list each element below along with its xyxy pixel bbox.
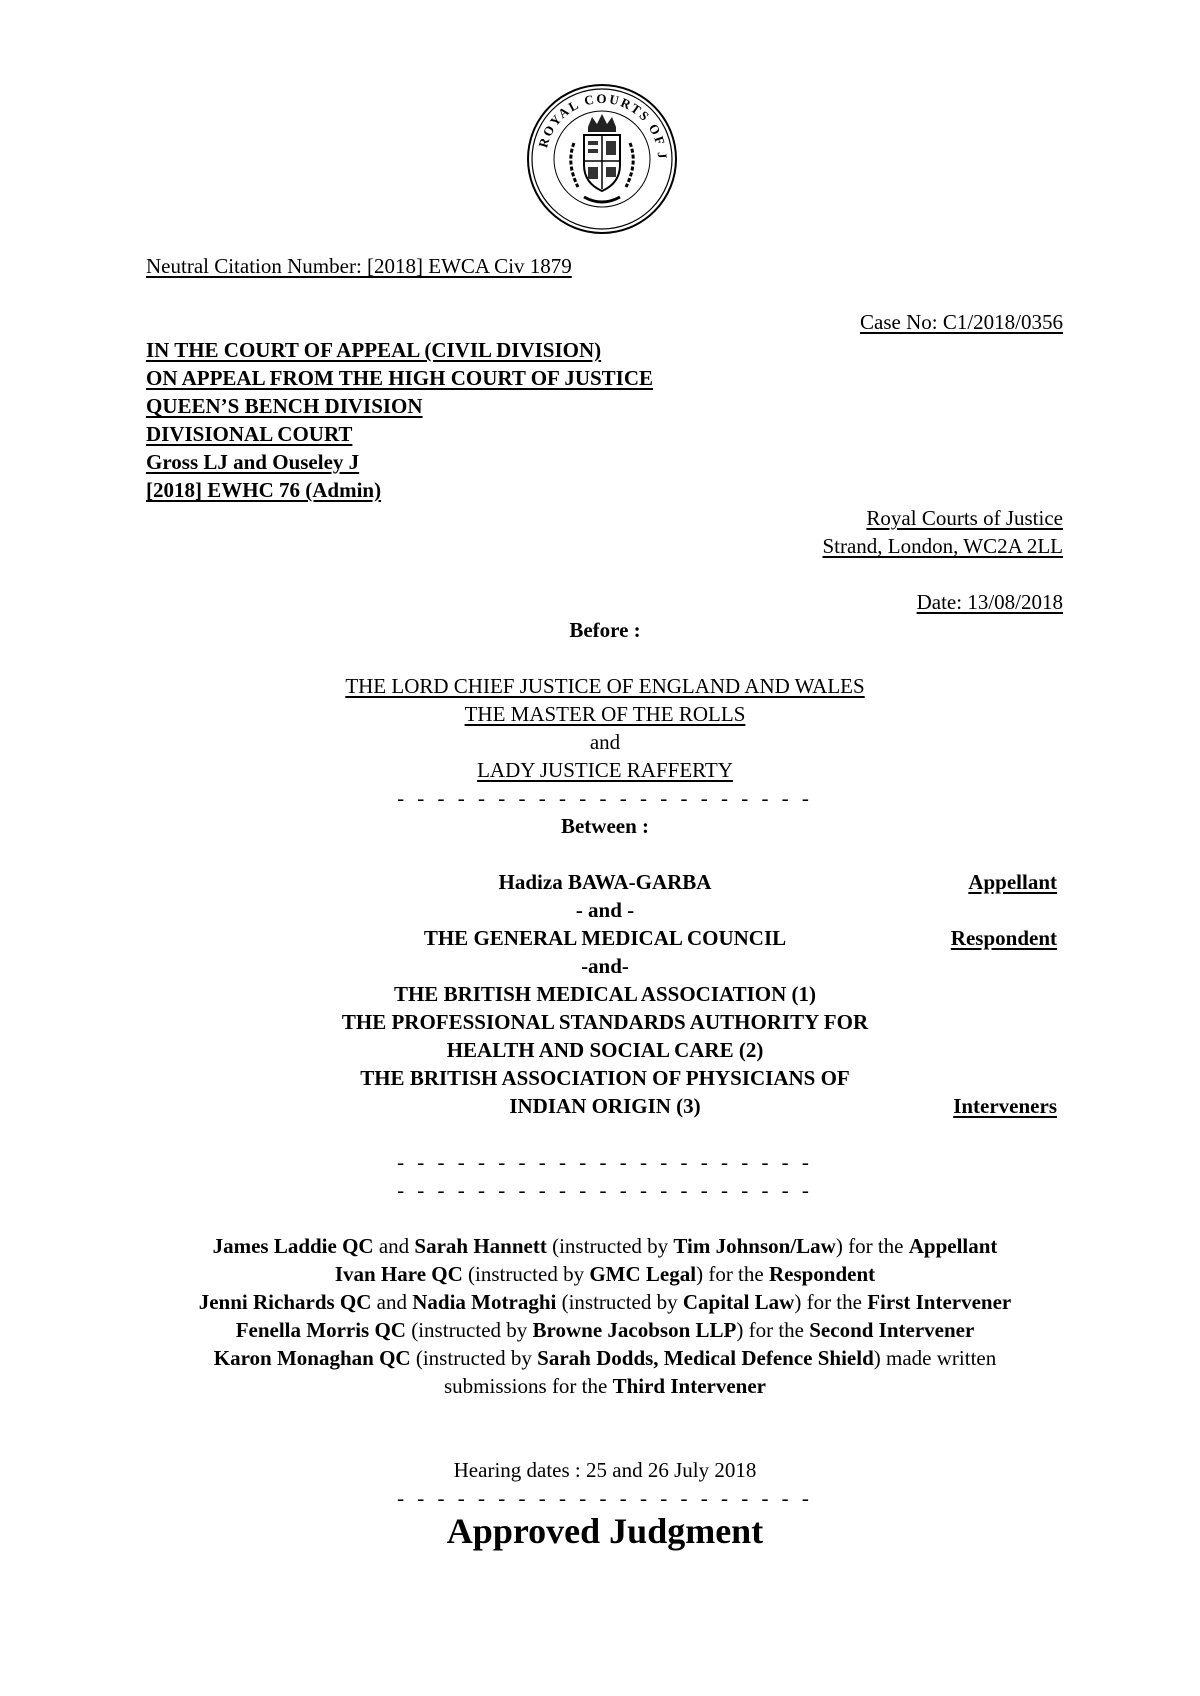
intervener-line: INDIAN ORIGIN (3) xyxy=(509,1094,701,1118)
court-line: QUEEN’S BENCH DIVISION xyxy=(146,394,423,418)
instructing-firm: Tim Johnson/Law xyxy=(673,1234,836,1258)
counsel-line xyxy=(0,1288,1200,1316)
between-label: Between : xyxy=(560,814,650,838)
counsel-line xyxy=(0,1316,1200,1344)
seal-text: ROYAL COURTS OF J xyxy=(535,90,671,161)
intervener-line: THE PROFESSIONAL STANDARDS AUTHORITY FOR xyxy=(341,1010,869,1034)
counsel-text: ) for the xyxy=(794,1290,868,1314)
counsel-name: Fenella Morris QC xyxy=(235,1318,406,1342)
party-role: Third Intervener xyxy=(612,1374,766,1398)
counsel-text: (instructed by xyxy=(410,1346,538,1370)
intervener-line: THE BRITISH ASSOCIATION OF PHYSICIANS OF xyxy=(360,1066,850,1090)
counsel-text: submissions for the xyxy=(444,1374,613,1398)
counsel-text: and xyxy=(371,1290,413,1314)
party-role: Appellant xyxy=(908,1234,998,1258)
court-block xyxy=(146,336,653,504)
separator: - - - - - - - - - - - - - - - - - - - - - xyxy=(397,1486,813,1510)
counsel-line xyxy=(0,1344,1200,1372)
separator: - - - - - - - - - - - - - - - - - - - - - xyxy=(397,1178,813,1202)
and-connector: -and- xyxy=(581,954,629,978)
intervener-role: Interveners xyxy=(953,1094,1057,1118)
court-line: ON APPEAL FROM THE HIGH COURT OF JUSTICE xyxy=(146,366,654,390)
counsel-name: James Laddie QC xyxy=(212,1234,374,1258)
appellant-name: Hadiza BAWA-GARBA xyxy=(498,870,712,894)
appellant-role: Appellant xyxy=(968,870,1057,894)
instructing-firm: Capital Law xyxy=(682,1290,795,1314)
counsel-line xyxy=(0,1372,1200,1400)
counsel-text: (instructed by xyxy=(462,1262,590,1286)
counsel-line xyxy=(0,1232,1200,1260)
counsel-text: and xyxy=(373,1234,415,1258)
judge-2: THE MASTER OF THE ROLLS xyxy=(464,702,746,726)
counsel-name: Ivan Hare QC xyxy=(334,1262,463,1286)
judge-1: THE LORD CHIEF JUSTICE OF ENGLAND AND WALES xyxy=(345,674,865,698)
court-seal xyxy=(526,83,678,235)
counsel-text: ) for the xyxy=(835,1234,909,1258)
court-location xyxy=(822,504,1063,560)
counsel-line xyxy=(0,1260,1200,1288)
court-line: DIVISIONAL COURT xyxy=(146,422,353,446)
court-line: Gross LJ and Ouseley J xyxy=(146,450,360,474)
counsel-text: ) made written xyxy=(873,1346,997,1370)
counsel-name: Karon Monaghan QC xyxy=(213,1346,411,1370)
counsel-text: (instructed by xyxy=(556,1290,683,1314)
judge-3: LADY JUSTICE RAFFERTY xyxy=(477,758,733,782)
judgment-date: Date: 13/08/2018 xyxy=(916,590,1063,614)
party-role: First Intervener xyxy=(867,1290,1012,1314)
separator: - - - - - - - - - - - - - - - - - - - - - xyxy=(397,786,813,810)
respondent-name: THE GENERAL MEDICAL COUNCIL xyxy=(423,926,787,950)
instructing-firm: Sarah Dodds, Medical Defence Shield xyxy=(537,1346,874,1370)
court-line: [2018] EWHC 76 (Admin) xyxy=(146,478,382,502)
case-number: Case No: C1/2018/0356 xyxy=(860,310,1063,334)
counsel-text: ) for the xyxy=(696,1262,769,1286)
counsel-name: Sarah Hannett xyxy=(414,1234,547,1258)
neutral-citation: Neutral Citation Number: [2018] EWCA Civ 1879 xyxy=(146,254,572,278)
counsel-name: Nadia Motraghi xyxy=(412,1290,557,1314)
counsel-text: (instructed by xyxy=(546,1234,674,1258)
party-role: Second Intervener xyxy=(809,1318,975,1342)
and-connector: and xyxy=(589,730,621,754)
location-line: Royal Courts of Justice xyxy=(866,506,1063,530)
intervener-line: HEALTH AND SOCIAL CARE (2) xyxy=(446,1038,764,1062)
respondent-role: Respondent xyxy=(950,926,1057,950)
instructing-firm: Browne Jacobson LLP xyxy=(532,1318,737,1342)
instructing-firm: GMC Legal xyxy=(589,1262,697,1286)
location-line: Strand, London, WC2A 2LL xyxy=(822,534,1063,558)
counsel-text: (instructed by xyxy=(405,1318,533,1342)
and-connector: - and - xyxy=(575,898,635,922)
separator: - - - - - - - - - - - - - - - - - - - - - xyxy=(397,1150,813,1174)
counsel-name: Jenni Richards QC xyxy=(198,1290,372,1314)
royal-courts-of-justice-seal-icon xyxy=(526,83,678,235)
hearing-dates: Hearing dates : 25 and 26 July 2018 xyxy=(453,1458,757,1482)
court-line: IN THE COURT OF APPEAL (CIVIL DIVISION) xyxy=(146,338,602,362)
judgment-title: Approved Judgment xyxy=(446,1511,764,1551)
intervener-line: THE BRITISH MEDICAL ASSOCIATION (1) xyxy=(393,982,817,1006)
counsel-text: ) for the xyxy=(736,1318,810,1342)
before-label: Before : xyxy=(569,618,641,642)
party-role: Respondent xyxy=(768,1262,876,1286)
